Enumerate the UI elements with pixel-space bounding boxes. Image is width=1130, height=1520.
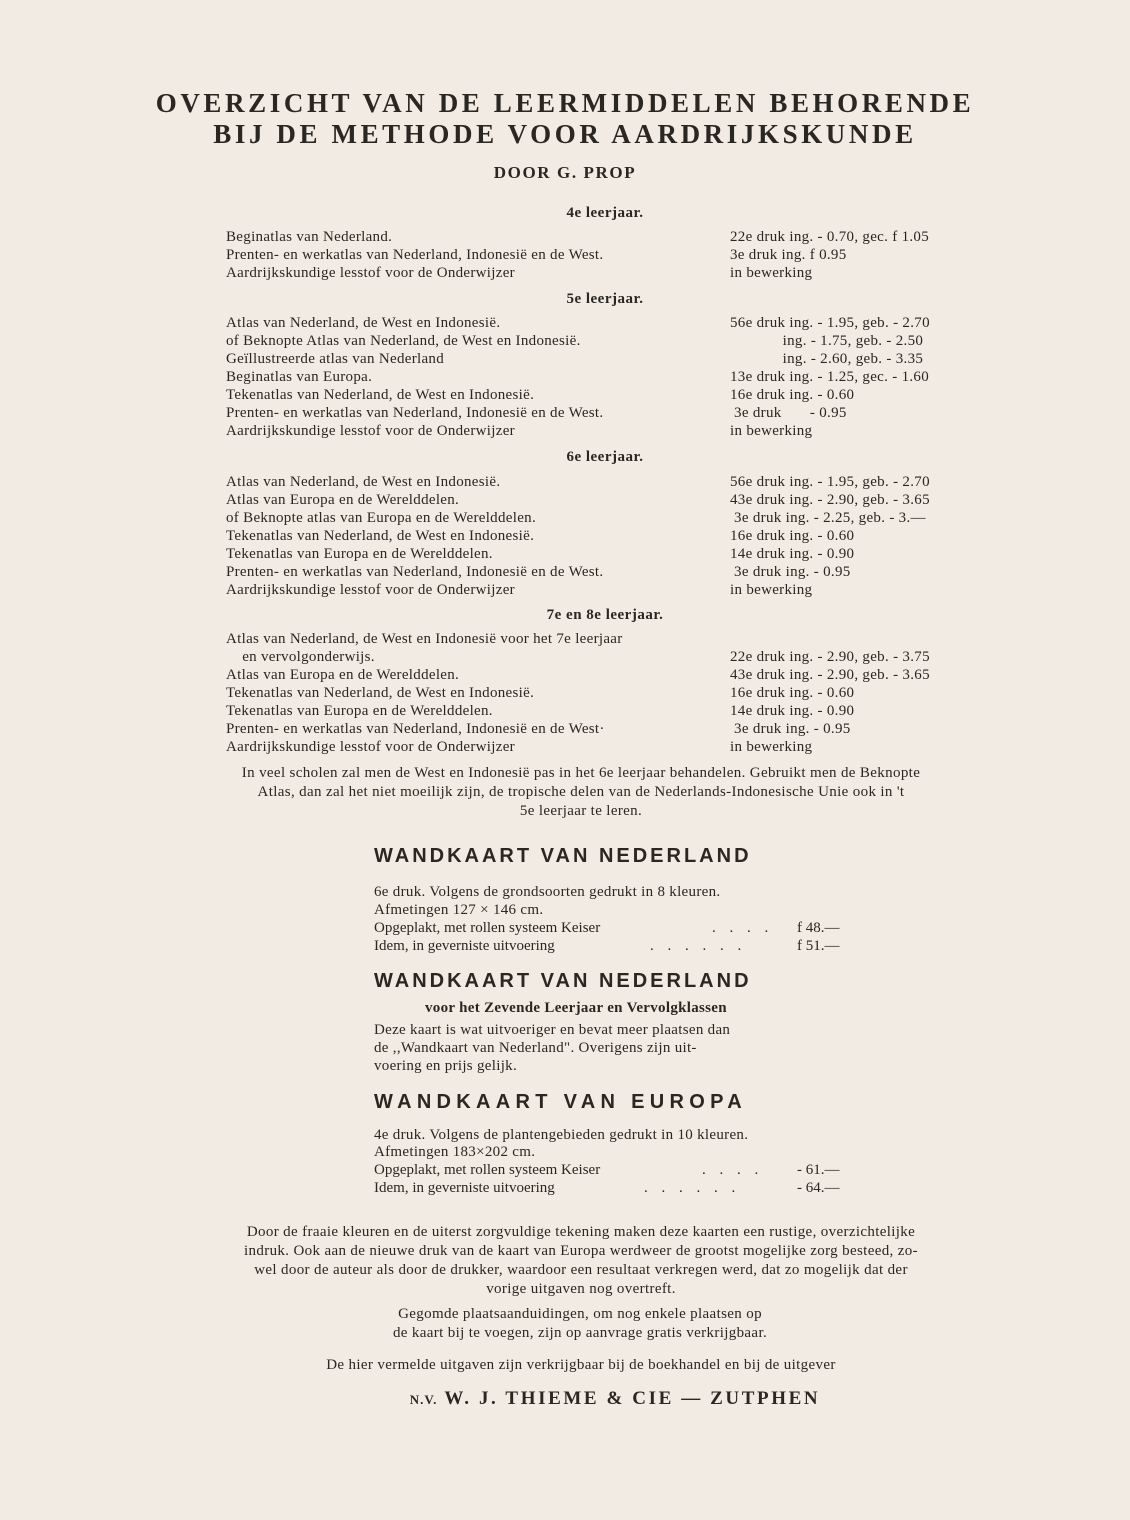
- price-row: [374, 1179, 854, 1197]
- list-item: [226, 473, 1026, 491]
- item-price: in bewerking: [730, 739, 813, 755]
- closing-line: vorige uitgaven nog overtreft.: [486, 1281, 676, 1297]
- item-price: 14e druk ing. - 0.90: [730, 546, 855, 562]
- item-title: of Beknopte atlas van Europa en de Werelddelen.: [226, 510, 537, 526]
- item-price: 56e druk ing. - 1.95, geb. - 2.70: [730, 474, 930, 490]
- stamp-note-line: Gegomde plaatsaanduidingen, om nog enkele plaatsen op: [398, 1306, 762, 1322]
- section-line: Afmetingen 183×202 cm.: [374, 1144, 536, 1160]
- item-title: Prenten- en werkatlas van Nederland, Indonesië en de West.: [226, 405, 604, 421]
- list-item: [226, 368, 1026, 386]
- item-title: Aardrijkskundige lesstof voor de Onderwijzer: [226, 423, 515, 439]
- list-item: [226, 527, 1026, 545]
- section-subtitle: voor het Zevende Leerjaar en Vervolgklassen: [425, 1000, 727, 1016]
- grade-heading: 6e leerjaar.: [566, 449, 644, 465]
- list-item: [226, 350, 1026, 368]
- item-price: 3e druk ing. - 0.95: [730, 721, 851, 737]
- closing-line: Door de fraaie kleuren en de uiterst zorgvuldige tekening maken deze kaarten een rustige, overzichtelijke: [246, 1224, 916, 1240]
- item-price: 16e druk ing. - 0.60: [730, 685, 855, 701]
- item-price: 3e druk ing. f 0.95: [730, 247, 847, 263]
- list-item: [226, 228, 1026, 246]
- item-title: Tekenatlas van Europa en de Werelddelen.: [226, 703, 493, 719]
- item-price: 14e druk ing. - 0.90: [730, 703, 855, 719]
- list-item: [226, 684, 1026, 702]
- title-line-2: BIJ DE METHODE VOOR AARDRIJKSKUNDE: [213, 119, 917, 149]
- list-item: [226, 332, 1026, 350]
- list-item: [226, 581, 1026, 599]
- item-price: in bewerking: [730, 582, 813, 598]
- list-item: [226, 720, 1026, 738]
- availability-note: De hier vermelde uitgaven zijn verkrijgbaar bij de boekhandel en bij de uitgever: [326, 1357, 836, 1373]
- list-item: [226, 509, 1026, 527]
- item-price: ing. - 1.75, geb. - 2.50: [730, 333, 924, 349]
- item-price: 3e druk ing. - 2.25, geb. - 3.—: [730, 510, 926, 526]
- stamp-note-line: de kaart bij te voegen, zijn op aanvrage gratis verkrijgbaar.: [392, 1325, 768, 1341]
- price-label: Opgeplakt, met rollen systeem Keiser: [374, 920, 601, 936]
- section-line: 4e druk. Volgens de plantengebieden gedrukt in 10 kleuren.: [374, 1127, 749, 1143]
- list-item: [226, 314, 1026, 332]
- note-line: 5e leerjaar te leren.: [519, 803, 643, 819]
- price-value: - 61.—: [797, 1162, 840, 1178]
- section-line: 6e druk. Volgens de grondsoorten gedrukt in 8 kleuren.: [374, 884, 721, 900]
- price-label: Idem, in geverniste uitvoering: [374, 938, 555, 954]
- list-item: [226, 702, 1026, 720]
- item-price: 13e druk ing. - 1.25, gec. - 1.60: [730, 369, 930, 385]
- item-title: Tekenatlas van Nederland, de West en Indonesië.: [226, 387, 535, 403]
- note-paragraph: [150, 764, 1012, 821]
- item-price: 22e druk ing. - 2.90, geb. - 3.75: [730, 649, 930, 665]
- item-title: Atlas van Europa en de Werelddelen.: [226, 667, 460, 683]
- section-title: WANDKAART VAN NEDERLAND: [374, 970, 752, 992]
- list-item: [226, 422, 1026, 440]
- byline: DOOR G. PROP: [493, 163, 637, 182]
- section-line: de ,,Wandkaart van Nederland". Overigens zijn uit-: [374, 1040, 697, 1056]
- price-row: [374, 937, 854, 955]
- item-price: 43e druk ing. - 2.90, geb. - 3.65: [730, 492, 930, 508]
- item-title: Aardrijkskundige lesstof voor de Onderwijzer: [226, 739, 515, 755]
- price-value: - 64.—: [797, 1180, 840, 1196]
- grade-heading: 7e en 8e leerjaar.: [546, 607, 664, 623]
- item-title: of Beknopte Atlas van Nederland, de West en Indonesië.: [226, 333, 581, 349]
- list-item: [226, 491, 1026, 509]
- publisher-line: [0, 1388, 1130, 1410]
- price-row: [374, 1161, 854, 1179]
- list-item: [226, 545, 1026, 563]
- list-item: [226, 666, 1026, 684]
- item-price: 56e druk ing. - 1.95, geb. - 2.70: [730, 315, 930, 331]
- item-price: 22e druk ing. - 0.70, gec. f 1.05: [730, 229, 930, 245]
- note-line: In veel scholen zal men de West en Indonesië pas in het 6e leerjaar behandelen. Gebruikt men de Beknopte: [241, 765, 921, 781]
- item-title: Prenten- en werkatlas van Nederland, Indonesië en de West.: [226, 247, 604, 263]
- price-label: Opgeplakt, met rollen systeem Keiser: [374, 1162, 601, 1178]
- item-price: ing. - 2.60, geb. - 3.35: [730, 351, 924, 367]
- item-price: 43e druk ing. - 2.90, geb. - 3.65: [730, 667, 930, 683]
- price-label: Idem, in geverniste uitvoering: [374, 1180, 555, 1196]
- section-line: voering en prijs gelijk.: [374, 1058, 518, 1074]
- price-value: f 51.—: [797, 938, 840, 954]
- section-title: WANDKAART VAN NEDERLAND: [374, 845, 752, 867]
- publisher-prefix: N.V.: [409, 1392, 438, 1407]
- item-price: in bewerking: [730, 265, 813, 281]
- list-item: [226, 738, 1026, 756]
- price-dots: . . . .: [702, 1162, 764, 1178]
- item-price: 16e druk ing. - 0.60: [730, 387, 855, 403]
- price-value: f 48.—: [797, 920, 840, 936]
- stamp-note: [300, 1305, 860, 1343]
- item-title: Atlas van Nederland, de West en Indonesië.: [226, 315, 501, 331]
- item-title: Beginatlas van Nederland.: [226, 229, 393, 245]
- item-title: Aardrijkskundige lesstof voor de Onderwijzer: [226, 582, 515, 598]
- list-item: [226, 630, 1026, 648]
- item-title: Tekenatlas van Nederland, de West en Indonesië.: [226, 685, 535, 701]
- item-title: en vervolgonderwijs.: [226, 649, 375, 665]
- item-title: Aardrijkskundige lesstof voor de Onderwijzer: [226, 265, 515, 281]
- grade-heading: 5e leerjaar.: [566, 291, 644, 307]
- item-title: Atlas van Nederland, de West en Indonesië voor het 7e leerjaar: [226, 631, 623, 647]
- grade-heading: 4e leerjaar.: [566, 205, 644, 221]
- item-price: 3e druk ing. - 0.95: [730, 564, 851, 580]
- closing-line: wel door de auteur als door de drukker, waardoor een resultaat verkregen werd, dat zo mogelijk dat der: [254, 1262, 908, 1278]
- price-dots: . . . . . .: [644, 1180, 741, 1196]
- closing-paragraph: [150, 1223, 1012, 1299]
- item-title: Beginatlas van Europa.: [226, 369, 373, 385]
- closing-line: indruk. Ook aan de nieuwe druk van de kaart van Europa werdweer de grootst mogelijke zorg besteed, zo-: [244, 1243, 918, 1259]
- item-title: Tekenatlas van Europa en de Werelddelen.: [226, 546, 493, 562]
- price-dots: . . . . . .: [650, 938, 747, 954]
- section-title: WANDKAART VAN EUROPA: [374, 1091, 748, 1113]
- item-title: Atlas van Nederland, de West en Indonesië.: [226, 474, 501, 490]
- price-dots: . . . .: [712, 920, 774, 936]
- list-item: [226, 404, 1026, 422]
- publisher-name: W. J. THIEME & CIE — ZUTPHEN: [444, 1388, 821, 1409]
- list-item: [226, 563, 1026, 581]
- list-item: [226, 386, 1026, 404]
- section-line: Afmetingen 127 × 146 cm.: [374, 902, 544, 918]
- item-title: Prenten- en werkatlas van Nederland, Indonesië en de West.: [226, 564, 604, 580]
- item-title: Tekenatlas van Nederland, de West en Indonesië.: [226, 528, 535, 544]
- item-title: Prenten- en werkatlas van Nederland, Indonesië en de West·: [226, 721, 605, 737]
- item-title: Geïllustreerde atlas van Nederland: [226, 351, 445, 367]
- section-line: Deze kaart is wat uitvoeriger en bevat meer plaatsen dan: [374, 1022, 731, 1038]
- price-row: [374, 919, 854, 937]
- item-price: 3e druk - 0.95: [730, 405, 847, 421]
- item-title: Atlas van Europa en de Werelddelen.: [226, 492, 460, 508]
- title-line-1: OVERZICHT VAN DE LEERMIDDELEN BEHORENDE: [155, 88, 975, 118]
- item-price: in bewerking: [730, 423, 813, 439]
- list-item: [226, 648, 1026, 666]
- list-item: [226, 246, 1026, 264]
- item-price: 16e druk ing. - 0.60: [730, 528, 855, 544]
- list-item: [226, 264, 1026, 282]
- note-line: Atlas, dan zal het niet moeilijk zijn, de tropische delen van de Nederlands-Indonesische Unie ook in 't: [257, 784, 905, 800]
